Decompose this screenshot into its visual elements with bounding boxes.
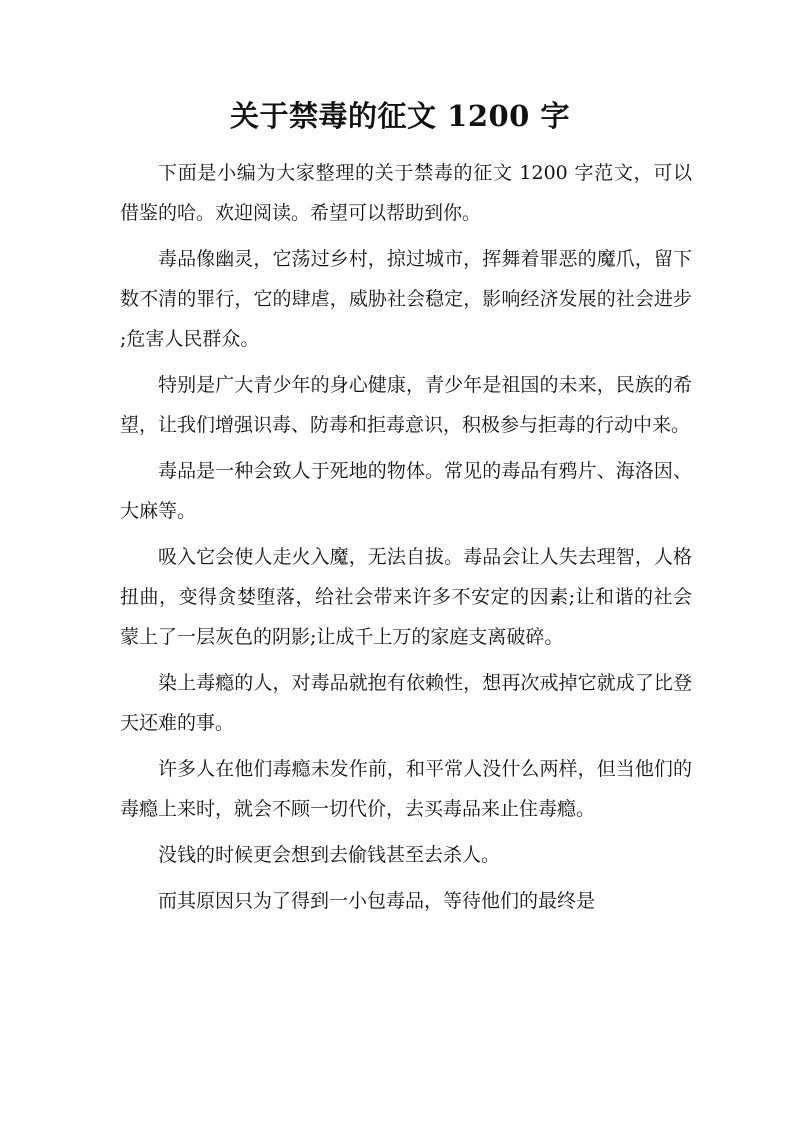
paragraph: 特别是广大青少年的身心健康，青少年是祖国的未来，民族的希望，让我们增强识毒、防毒和拒毒意识，积极参与拒毒的行动中来。 bbox=[120, 374, 692, 436]
paragraph: 下面是小编为大家整理的关于禁毒的征文 1200 字范文，可以借鉴的哈。欢迎阅读。希望可以帮助到你。 bbox=[120, 162, 692, 224]
document-title: 关于禁毒的征文 1200 字 bbox=[230, 99, 570, 133]
paragraph: 吸入它会使人走火入魔，无法自拔。毒品会让人失去理智，人格扭曲，变得贪婪堕落，给社会带来许多不安定的因素;让和谐的社会蒙上了一层灰色的阴影;让成千上万的家庭支离破碎。 bbox=[120, 546, 692, 648]
paragraph: 许多人在他们毒瘾未发作前，和平常人没什么两样，但当他们的毒瘾上来时，就会不顾一切代价，去买毒品来止住毒瘾。 bbox=[120, 758, 692, 820]
paragraph: 毒品是一种会致人于死地的物体。常见的毒品有鸦片、海洛因、大麻等。 bbox=[120, 460, 692, 522]
paragraph: 而其原因只为了得到一小包毒品，等待他们的最终是 bbox=[158, 890, 596, 912]
document-body bbox=[120, 153, 692, 927]
paragraph: 没钱的时候更会想到去偷钱甚至去杀人。 bbox=[158, 844, 501, 866]
paragraph: 染上毒瘾的人，对毒品就抱有依赖性，想再次戒掉它就成了比登天还难的事。 bbox=[120, 672, 692, 734]
paragraph: 毒品像幽灵，它荡过乡村，掠过城市，挥舞着罪恶的魔爪，留下数不清的罪行，它的肆虐，威胁社会稳定，影响经济发展的社会进步;危害人民群众。 bbox=[120, 248, 692, 350]
